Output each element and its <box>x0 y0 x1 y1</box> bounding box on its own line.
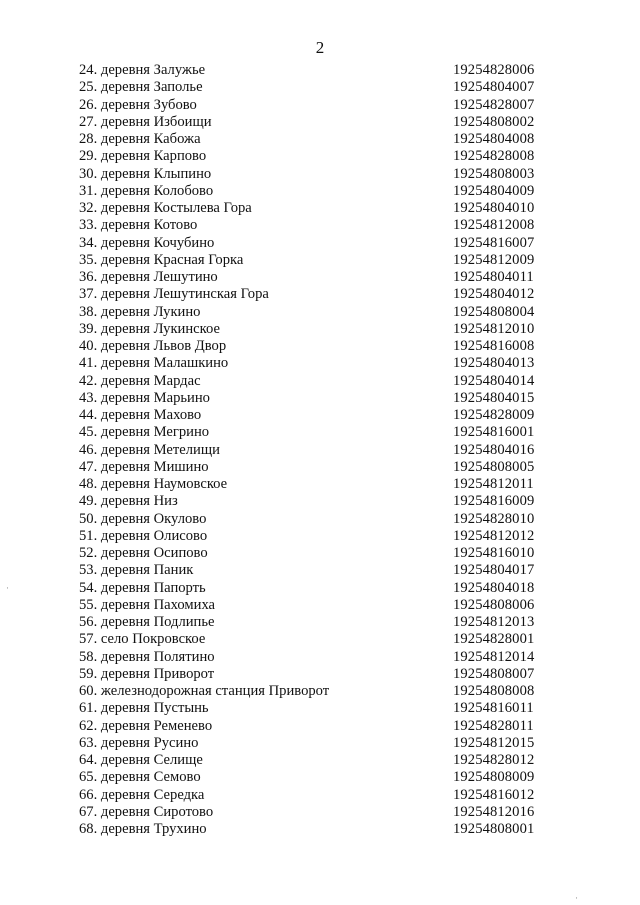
settlement-name: 31. деревня Колобово <box>79 182 214 199</box>
settlement-name: 41. деревня Малашкино <box>79 355 229 372</box>
settlement-name: 26. деревня Зубово <box>79 96 197 113</box>
list-item <box>79 493 549 510</box>
list-item <box>79 62 549 79</box>
settlement-name: 63. деревня Русино <box>79 734 199 751</box>
settlement-name: 30. деревня Клыпино <box>79 165 212 182</box>
list-item <box>79 459 549 476</box>
settlement-name: 62. деревня Ременево <box>79 717 213 734</box>
list-item <box>79 597 549 614</box>
settlement-name: 40. деревня Львов Двор <box>79 338 227 354</box>
settlement-code: 19254804017 <box>453 562 535 579</box>
list-item <box>79 631 549 648</box>
settlement-name: 52. деревня Осипово <box>79 545 208 561</box>
settlement-code: 19254808007 <box>453 665 535 682</box>
settlement-name: 60. железнодорожная станция Приворот <box>79 683 330 699</box>
settlement-name: 25. деревня Заполье <box>79 79 203 96</box>
list-item <box>79 683 549 700</box>
settlement-code: 19254804010 <box>453 200 535 216</box>
list-item <box>79 666 549 683</box>
list-item <box>79 97 549 114</box>
settlement-name: 45. деревня Мегрино <box>79 424 210 441</box>
settlement-name: 61. деревня Пустынь <box>79 700 209 717</box>
settlement-name: 43. деревня Марьино <box>79 389 210 406</box>
list-item <box>79 752 549 769</box>
list-item <box>79 700 549 717</box>
settlement-code: 19254816011 <box>453 700 534 717</box>
list-item <box>79 217 549 234</box>
settlement-code: 19254828011 <box>453 717 534 734</box>
settlement-code: 19254808006 <box>453 596 535 613</box>
settlement-name: 49. деревня Низ <box>79 493 178 510</box>
list-item <box>79 269 549 286</box>
settlement-name: 66. деревня Середка <box>79 786 205 803</box>
settlement-name: 48. деревня Наумовское <box>79 476 228 492</box>
list-item <box>79 200 549 217</box>
list-item <box>79 166 549 183</box>
list-item <box>79 79 549 96</box>
settlement-name: 50. деревня Окулово <box>79 510 207 527</box>
list-item <box>79 476 549 493</box>
settlement-code: 19254808004 <box>453 303 535 320</box>
scan-speck: · <box>6 583 9 593</box>
settlement-name: 39. деревня Лукинское <box>79 320 220 337</box>
list-item <box>79 131 549 148</box>
settlement-code: 19254828006 <box>453 62 535 78</box>
settlement-name: 46. деревня Метелищи <box>79 441 220 458</box>
settlement-name: 42. деревня Мардас <box>79 372 201 389</box>
settlement-code: 19254804013 <box>453 355 535 372</box>
settlement-name: 28. деревня Кабожа <box>79 131 201 147</box>
settlement-code: 19254808002 <box>453 113 535 130</box>
list-item <box>79 338 549 355</box>
settlement-name: 27. деревня Избоищи <box>79 113 212 130</box>
list-item <box>79 804 549 821</box>
settlement-name: 59. деревня Приворот <box>79 665 215 682</box>
settlement-name: 56. деревня Подлипье <box>79 614 215 630</box>
settlement-code: 19254812011 <box>453 476 534 492</box>
page-number: 2 <box>315 38 325 57</box>
list-item <box>79 304 549 321</box>
settlement-code: 19254816012 <box>453 786 535 803</box>
list-item <box>79 321 549 338</box>
list-item <box>79 614 549 631</box>
list-item <box>79 183 549 200</box>
list-item <box>79 580 549 597</box>
settlement-code: 19254812008 <box>453 217 535 234</box>
settlement-name: 53. деревня Паник <box>79 562 194 579</box>
settlement-name: 37. деревня Лешутинская Гора <box>79 286 269 303</box>
settlement-name: 38. деревня Лукино <box>79 303 201 320</box>
list-item <box>79 235 549 252</box>
list-item <box>79 114 549 131</box>
settlement-name: 36. деревня Лешутино <box>79 269 218 285</box>
settlement-name: 58. деревня Полятино <box>79 648 215 665</box>
settlement-name: 68. деревня Трухино <box>79 821 207 837</box>
list-item <box>79 390 549 407</box>
settlement-name: 34. деревня Кочубино <box>79 234 215 251</box>
settlement-code: 19254804011 <box>453 269 534 285</box>
settlement-code: 19254808009 <box>453 769 535 786</box>
settlement-code: 19254812013 <box>453 614 535 630</box>
settlement-code: 19254816010 <box>453 545 535 561</box>
list-item <box>79 252 549 269</box>
settlement-code: 19254828008 <box>453 148 535 165</box>
settlement-code: 19254828001 <box>453 631 535 648</box>
settlement-code: 19254808008 <box>453 683 535 699</box>
list-item <box>79 373 549 390</box>
list-item <box>79 787 549 804</box>
settlement-code: 19254828010 <box>453 510 535 527</box>
settlement-code: 19254828007 <box>453 96 535 113</box>
settlement-name: 29. деревня Карпово <box>79 148 207 165</box>
settlement-name: 64. деревня Селище <box>79 752 203 768</box>
settlement-code: 19254804008 <box>453 131 535 147</box>
settlement-name: 57. село Покровское <box>79 631 206 648</box>
settlement-name: 47. деревня Мишино <box>79 458 209 475</box>
list-item <box>79 511 549 528</box>
list-item <box>79 821 549 838</box>
settlement-code: 19254812012 <box>453 527 535 544</box>
settlement-name: 44. деревня Махово <box>79 407 202 423</box>
list-item <box>79 355 549 372</box>
settlement-code: 19254804012 <box>453 286 535 303</box>
list-item <box>79 286 549 303</box>
settlement-name: 33. деревня Котово <box>79 217 198 234</box>
settlement-code: 19254804009 <box>453 182 535 199</box>
settlement-code: 19254804018 <box>453 579 535 596</box>
settlement-code: 19254828009 <box>453 407 535 423</box>
settlement-code: 19254812010 <box>453 320 535 337</box>
settlement-list <box>79 62 549 838</box>
settlement-code: 19254804007 <box>453 79 535 96</box>
settlement-code: 19254816009 <box>453 493 535 510</box>
list-item <box>79 718 549 735</box>
settlement-name: 54. деревня Папорть <box>79 579 206 596</box>
settlement-name: 24. деревня Залужье <box>79 62 206 78</box>
settlement-code: 19254804015 <box>453 389 535 406</box>
settlement-code: 19254812016 <box>453 803 535 820</box>
settlement-code: 19254808005 <box>453 458 535 475</box>
settlement-code: 19254816001 <box>453 424 535 441</box>
settlement-name: 65. деревня Семово <box>79 769 201 786</box>
settlement-code: 19254812015 <box>453 734 535 751</box>
list-item <box>79 148 549 165</box>
settlement-code: 19254804014 <box>453 372 535 389</box>
settlement-name: 35. деревня Красная Горка <box>79 251 244 268</box>
settlement-name: 55. деревня Пахомиха <box>79 596 216 613</box>
settlement-code: 19254812014 <box>453 648 535 665</box>
list-item <box>79 545 549 562</box>
list-item <box>79 735 549 752</box>
list-item <box>79 769 549 786</box>
settlement-code: 19254808001 <box>453 821 535 837</box>
settlement-name: 51. деревня Олисово <box>79 527 208 544</box>
list-item <box>79 649 549 666</box>
settlement-name: 32. деревня Костылева Гора <box>79 200 252 216</box>
settlement-code: 19254828012 <box>453 752 535 768</box>
list-item <box>79 442 549 459</box>
list-item <box>79 528 549 545</box>
scan-speck: · <box>575 893 578 903</box>
settlement-code: 19254812009 <box>453 251 535 268</box>
settlement-code: 19254816008 <box>453 338 535 354</box>
settlement-code: 19254808003 <box>453 165 535 182</box>
settlement-code: 19254804016 <box>453 441 535 458</box>
list-item <box>79 562 549 579</box>
list-item <box>79 407 549 424</box>
settlement-name: 67. деревня Сиротово <box>79 803 214 820</box>
settlement-code: 19254816007 <box>453 234 535 251</box>
list-item <box>79 424 549 441</box>
